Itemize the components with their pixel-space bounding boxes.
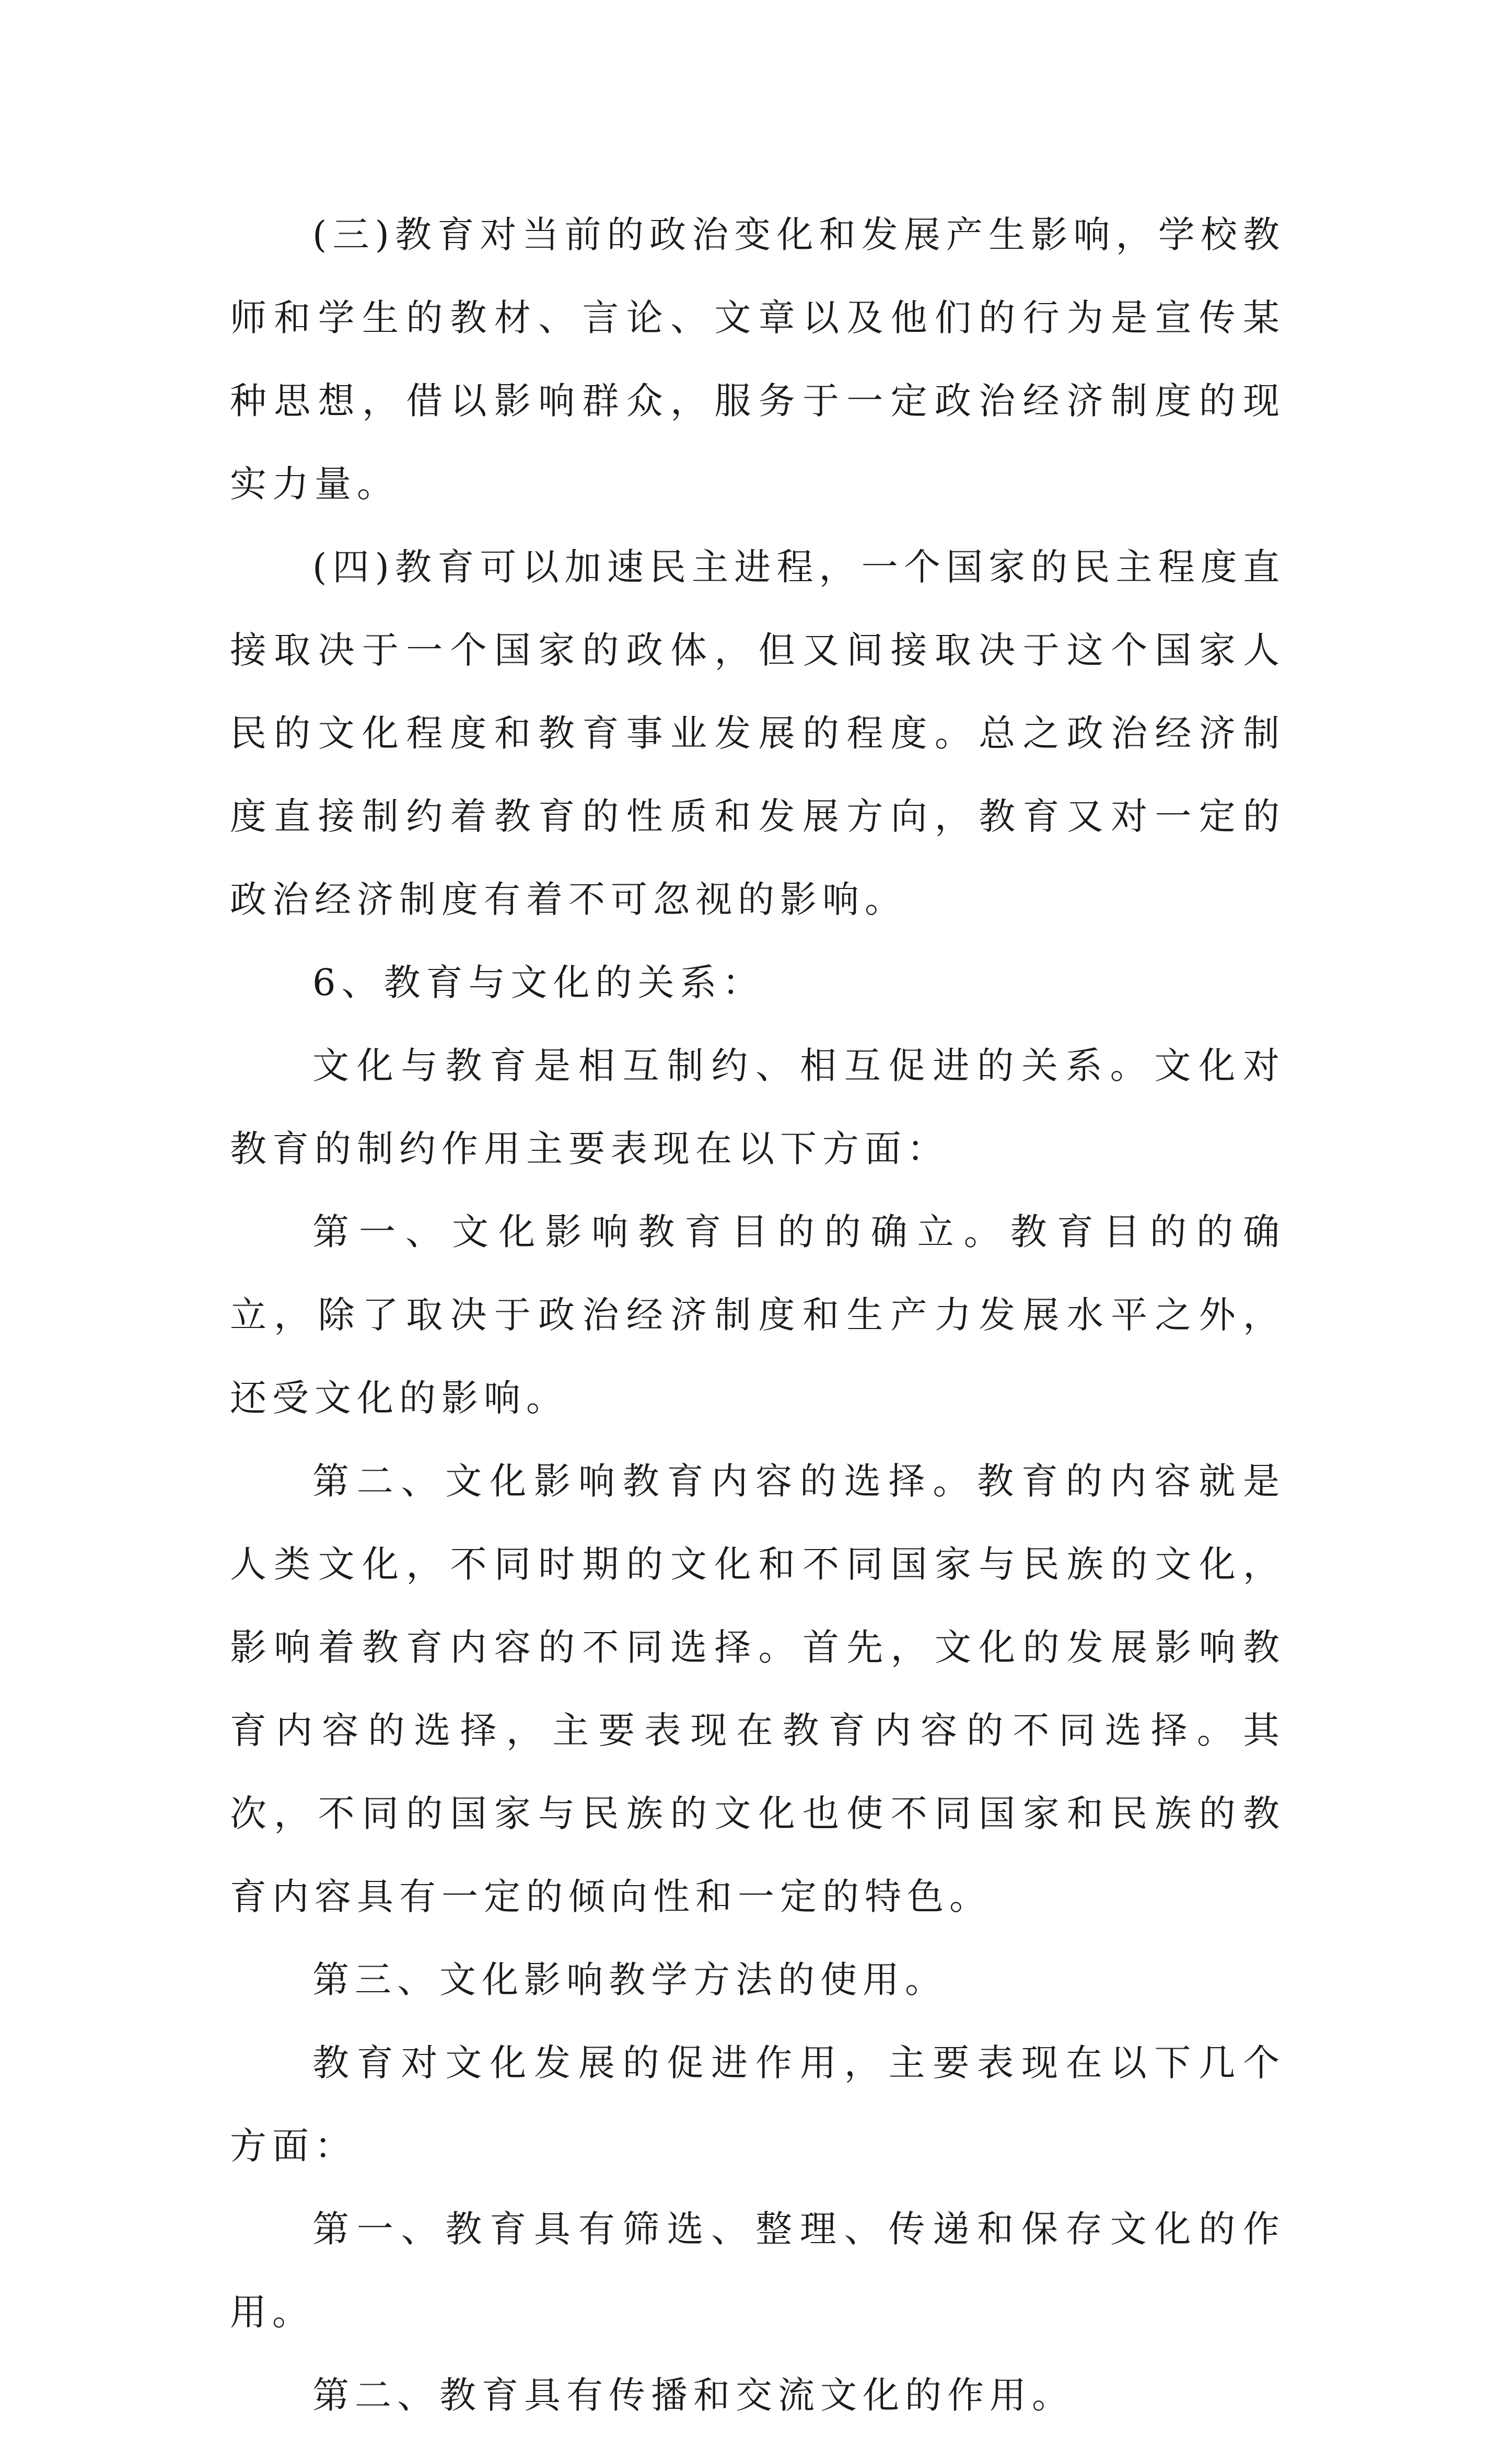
paragraph-education-spread: 第二、教育具有传播和交流文化的作用。 <box>312 2374 1074 2417</box>
paragraph-education-preserve: 第一、教育具有筛选、整理、传递和保存文化的作用。 <box>230 2208 1285 2334</box>
paragraph-politics-4: (四)教育可以加速民主进程，一个国家的民主程度直接取决于一个国家的政体，但又间接取决于这个国家人民的文化程度和教育事业发展的程度。总之政治经济制度直接制约着教育的性质和发展方向，教育又对一定的政治经济制度有着不可忽视的影响。 <box>230 546 1285 921</box>
section-heading-education-culture: 6、教育与文化的关系： <box>312 961 765 1004</box>
document-body <box>230 193 1285 2437</box>
paragraph-education-promotes-culture: 教育对文化发展的促进作用，主要表现在以下几个方面： <box>230 2041 1285 2167</box>
paragraph-culture-intro: 文化与教育是相互制约、相互促进的关系。文化对教育的制约作用主要表现在以下方面： <box>230 1044 1285 1170</box>
paragraph-politics-3: (三)教育对当前的政治变化和发展产生影响，学校教师和学生的教材、言论、文章以及他们的行为是宣传某种思想，借以影响群众，服务于一定政治经济制度的现实力量。 <box>230 213 1285 505</box>
paragraph-culture-aims: 第一、文化影响教育目的的确立。教育目的的确立，除了取决于政治经济制度和生产力发展水平之外，还受文化的影响。 <box>230 1210 1285 1419</box>
paragraph-culture-methods: 第三、文化影响教学方法的使用。 <box>312 1958 947 2001</box>
paragraph-culture-content: 第二、文化影响教育内容的选择。教育的内容就是人类文化，不同时期的文化和不同国家与民族的文化，影响着教育内容的不同选择。首先，文化的发展影响教育内容的选择，主要表现在教育内容的不同选择。其次，不同的国家与民族的文化也使不同国家和民族的教育内容具有一定的倾向性和一定的特色。 <box>230 1460 1285 1918</box>
